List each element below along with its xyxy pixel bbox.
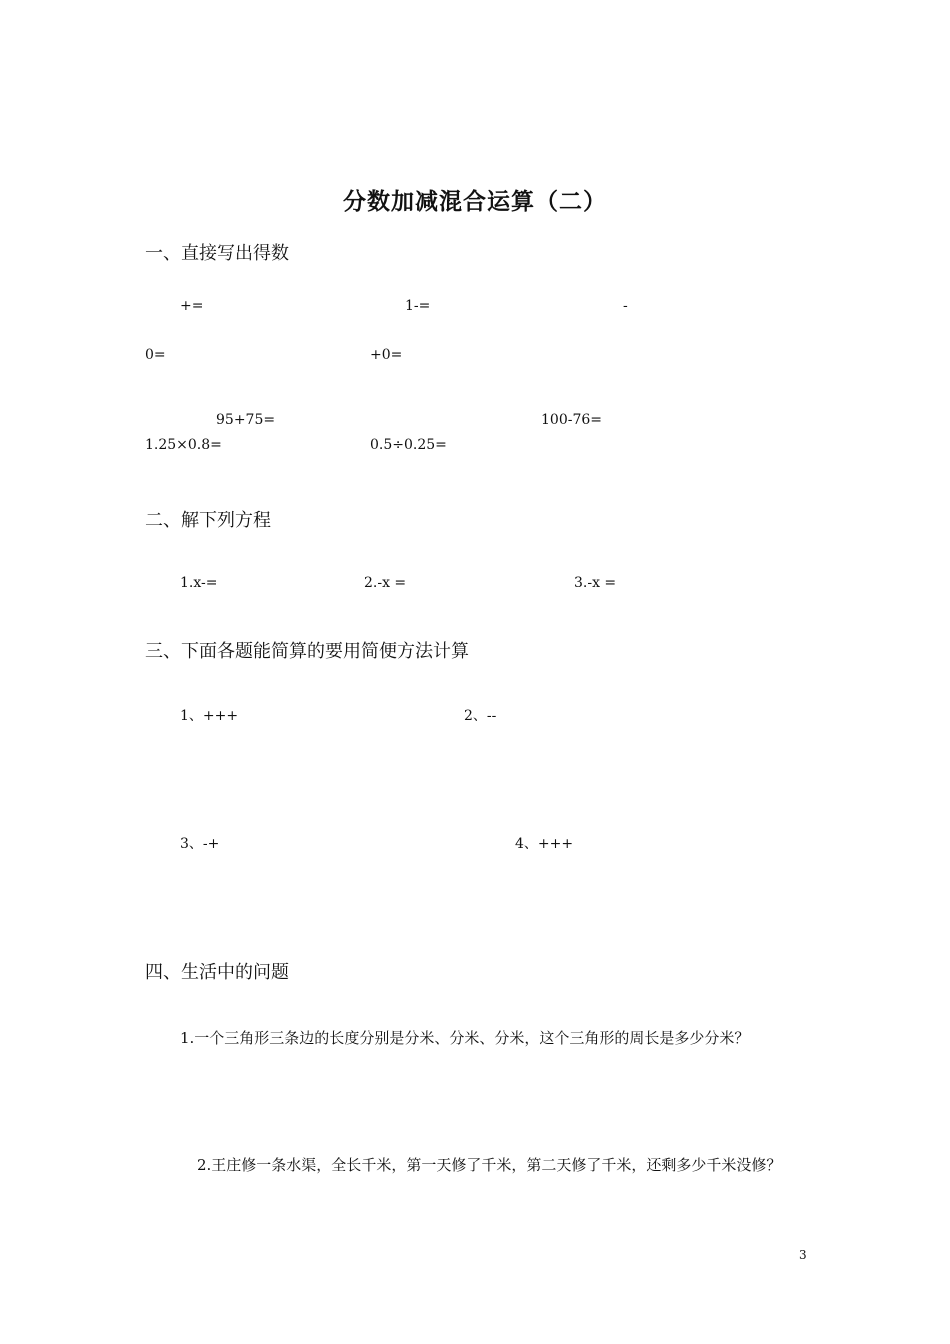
simplify-item: 4、+++: [515, 836, 574, 852]
page-title: 分数加减混合运算（二）: [343, 188, 607, 215]
simplify-item: 3、-+: [180, 836, 220, 852]
equation-item: 1.x-=: [180, 575, 218, 591]
section-heading-4: 四、生活中的问题: [145, 962, 289, 983]
mental-calc-item: 1.25×0.8=: [145, 437, 222, 453]
simplify-item: 2、--: [464, 708, 497, 724]
section-heading-3: 三、下面各题能简算的要用简便方法计算: [145, 641, 469, 662]
word-problem: 1.一个三角形三条边的长度分别是分米、分米、分米，这个三角形的周长是多少分米？: [180, 1029, 750, 1047]
mental-calc-item: 0.5÷0.25=: [370, 437, 447, 453]
section-heading-2: 二、解下列方程: [145, 510, 271, 531]
mental-calc-item: -: [623, 298, 628, 314]
mental-calc-item: 95+75=: [216, 412, 276, 428]
mental-calc-item: 0=: [145, 347, 166, 363]
equation-item: 3.-x =: [574, 575, 617, 591]
equation-item: 2.-x =: [364, 575, 407, 591]
simplify-item: 1、+++: [180, 708, 239, 724]
mental-calc-item: 100-76=: [541, 412, 602, 428]
word-problem: 2.王庄修一条水渠，全长千米，第一天修了千米，第二天修了千米，还剩多少千米没修？: [197, 1156, 782, 1174]
section-heading-1: 一、直接写出得数: [145, 243, 289, 264]
mental-calc-item: 1-=: [405, 298, 431, 314]
page-number: 3: [799, 1248, 807, 1262]
mental-calc-item: +0=: [370, 347, 403, 363]
mental-calc-item: +=: [180, 298, 204, 314]
